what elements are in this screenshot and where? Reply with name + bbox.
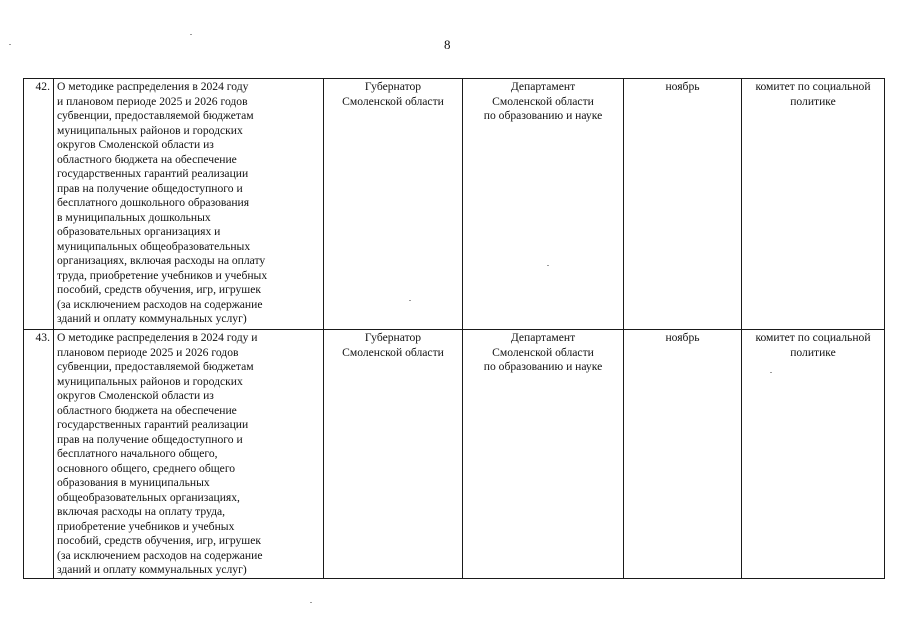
scan-speck <box>547 265 549 266</box>
row-deadline: ноябрь <box>624 330 742 579</box>
scan-speck <box>770 372 772 373</box>
row-submitter: Губернатор Смоленской области <box>324 330 463 579</box>
scan-speck <box>190 34 192 35</box>
table-row <box>24 330 885 579</box>
row-committee: комитет по социальной политике <box>742 79 885 330</box>
row-responsible: Департамент Смоленской области по образованию и науке <box>463 79 624 330</box>
scan-speck <box>409 300 411 301</box>
row-responsible: Департамент Смоленской области по образованию и науке <box>463 330 624 579</box>
table-row <box>24 79 885 330</box>
plan-table <box>23 78 885 579</box>
row-submitter: Губернатор Смоленской области <box>324 79 463 330</box>
row-title: О методике распределения в 2024 году и плановом периоде 2025 и 2026 годов субвенции, предоставляемой бюджетам муниципальных районов и городских округов Смоленской области из областного бюджета на обеспечение государственных гарантий реализации прав на получение общедоступного и бесплатного начального общего, основного общего, среднего общего образования в муниципальных общеобразовательных организациях, включая расходы на оплату труда, приобретение учебников и учебных пособий, средств обучения, игр, игрушек (за исключением расходов на содержание зданий и оплату коммунальных услуг) <box>54 330 324 579</box>
scan-speck <box>9 44 11 45</box>
row-committee: комитет по социальной политике <box>742 330 885 579</box>
row-number: 42. <box>24 79 54 330</box>
page-number: 8 <box>444 37 451 52</box>
row-deadline: ноябрь <box>624 79 742 330</box>
scan-speck <box>310 602 312 603</box>
row-number: 43. <box>24 330 54 579</box>
row-title: О методике распределения в 2024 году и плановом периоде 2025 и 2026 годов субвенции, предоставляемой бюджетам муниципальных районов и городских округов Смоленской области из областного бюджета на обеспечение государственных гарантий реализации прав на получение общедоступного и бесплатного дошкольного образования в муниципальных дошкольных образовательных организациях и муниципальных общеобразовательных организациях, включая расходы на оплату труда, приобретение учебников и учебных пособий, средств обучения, игр, игрушек (за исключением расходов на содержание зданий и оплату коммунальных услуг) <box>54 79 324 330</box>
